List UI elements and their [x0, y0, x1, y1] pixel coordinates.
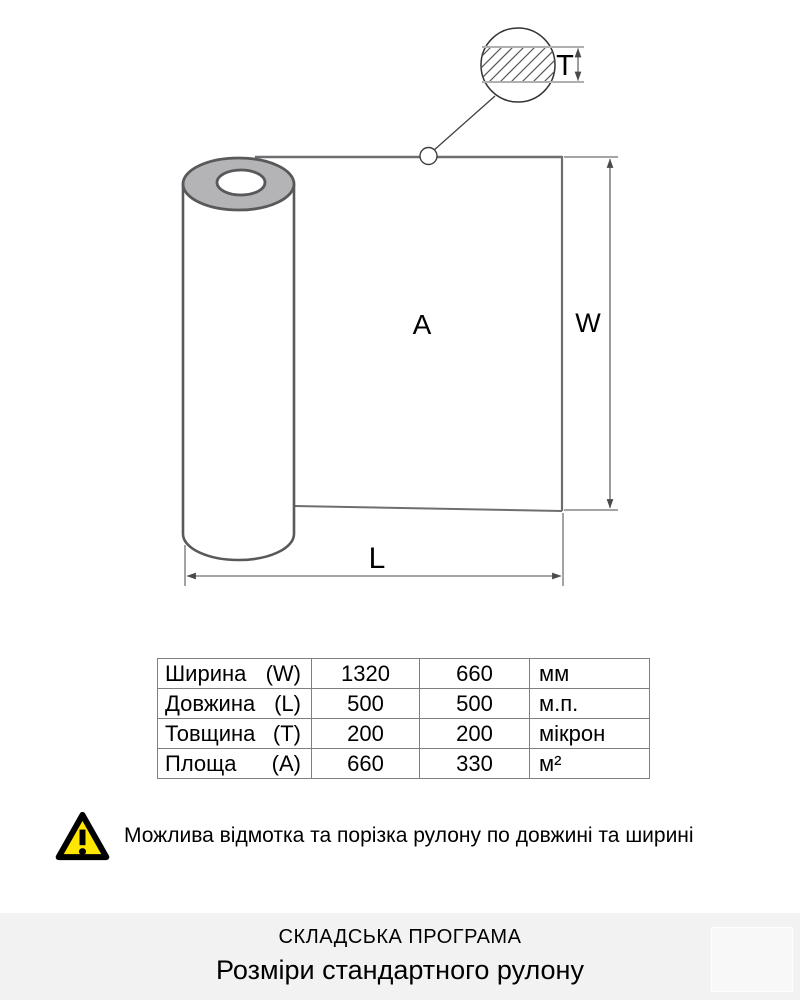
- unit-cell: м.п.: [530, 689, 650, 719]
- footer: [0, 913, 800, 1000]
- value-1-cell: 500: [312, 689, 420, 719]
- unit-cell: м²: [530, 749, 650, 779]
- warning-note: [55, 810, 694, 862]
- value-2-cell: 500: [420, 689, 530, 719]
- param-name: Площа: [165, 750, 237, 776]
- param-symbol: (L): [274, 690, 301, 716]
- value-2-cell: 660: [420, 659, 530, 689]
- param-name-cell: [158, 749, 312, 779]
- detail-circle: [481, 28, 555, 102]
- table-row: [158, 719, 650, 749]
- thickness-label: T: [556, 50, 574, 82]
- value-1-cell: 200: [312, 719, 420, 749]
- unit-cell: мм: [530, 659, 650, 689]
- value-2-cell: 330: [420, 749, 530, 779]
- detail-anchor-circle: [420, 148, 437, 165]
- footer-subtitle: Розміри стандартного рулону: [216, 955, 584, 985]
- value-1-cell: 1320: [312, 659, 420, 689]
- watermark-box: [711, 927, 793, 992]
- size-table: [157, 658, 650, 779]
- param-symbol: (W): [265, 660, 301, 686]
- width-label: W: [575, 308, 601, 338]
- footer-program-title: СКЛАДСЬКА ПРОГРАМА: [278, 926, 522, 948]
- warning-text: Можлива відмотка та порізка рулону по довжині та ширині: [124, 824, 694, 847]
- param-name-cell: [158, 689, 312, 719]
- length-label: L: [368, 542, 386, 575]
- table-row: [158, 689, 650, 719]
- param-name: Довжина: [165, 690, 256, 716]
- value-2-cell: 200: [420, 719, 530, 749]
- area-label: A: [412, 309, 432, 340]
- warning-icon: [55, 810, 110, 862]
- param-symbol: (Т): [272, 720, 301, 746]
- param-name-cell: [158, 719, 312, 749]
- unit-cell: мікрон: [530, 719, 650, 749]
- thickness-detail: [420, 28, 584, 165]
- width-dimension: [564, 157, 618, 510]
- param-name: Товщина: [165, 720, 256, 746]
- value-1-cell: 660: [312, 749, 420, 779]
- param-name: Ширина: [165, 660, 247, 686]
- table-row: [158, 659, 650, 689]
- param-name-cell: [158, 659, 312, 689]
- roll: [183, 158, 294, 560]
- sheet-outline: [255, 156, 562, 511]
- param-symbol: (А): [271, 750, 301, 776]
- roll-core-hole: [217, 170, 265, 195]
- table-row: [158, 749, 650, 779]
